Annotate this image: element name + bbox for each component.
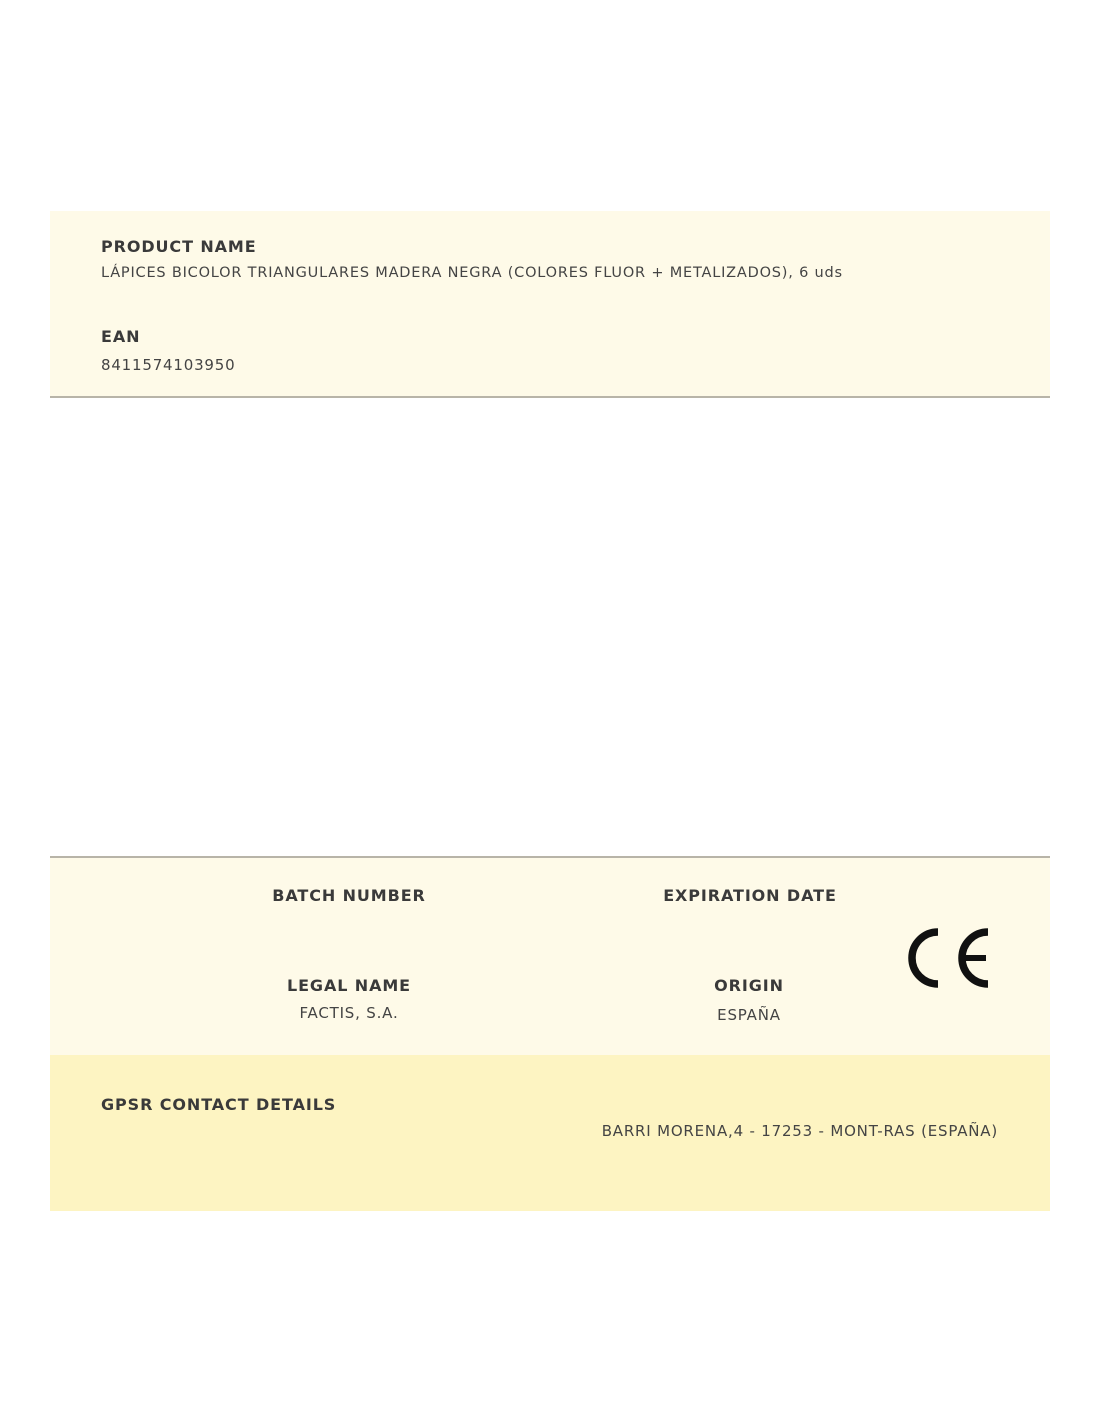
- legal-name-label: LEGAL NAME: [286, 976, 412, 995]
- product-name-value: LÁPICES BICOLOR TRIANGULARES MADERA NEGRA (COLORES FLUOR + METALIZADOS), 6 uds: [101, 265, 843, 281]
- gpsr-contact-panel: [50, 1055, 1050, 1211]
- gpsr-contact-label: GPSR CONTACT DETAILS: [101, 1095, 337, 1114]
- ean-label: EAN: [101, 327, 141, 346]
- ce-mark-icon: [908, 928, 992, 988]
- origin-value: ESPAÑA: [717, 1006, 781, 1024]
- compliance-info-panel: [50, 856, 1050, 1057]
- legal-name-value: FACTIS, S.A.: [299, 1004, 399, 1022]
- expiration-date-label: EXPIRATION DATE: [663, 886, 837, 905]
- product-name-label: PRODUCT NAME: [101, 237, 257, 256]
- product-info-panel: [50, 211, 1050, 398]
- gpsr-contact-address: BARRI MORENA,4 - 17253 - MONT-RAS (ESPAÑA): [601, 1122, 998, 1140]
- origin-label: ORIGIN: [714, 976, 784, 995]
- ean-value: 8411574103950: [101, 356, 236, 374]
- batch-number-label: BATCH NUMBER: [272, 886, 426, 905]
